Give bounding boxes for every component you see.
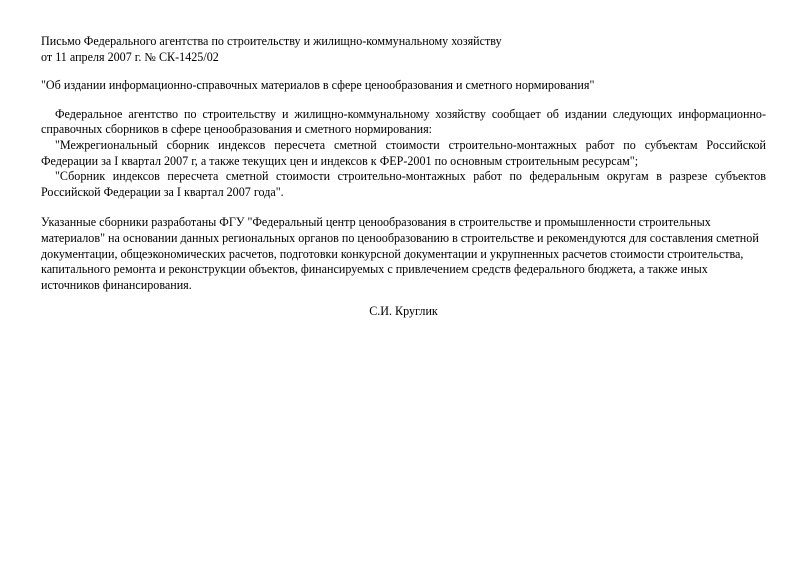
signature: С.И. Круглик [369, 304, 438, 319]
letter-title: Письмо Федерального агентства по строительству и жилищно-коммунальному хозяйству [41, 34, 502, 48]
letter-date-number: от 11 апреля 2007 г. № СК-1425/02 [41, 49, 219, 64]
announcement-paragraph: Федеральное агентство по строительству и жилищно-коммунальному хозяйству сообщает об издании следующих информационно-справочных сборников в сфере ценообразования и сметного нормирования: [41, 106, 766, 137]
letter-subject: "Об издании информационно-справочных материалов в сфере ценообразования и сметного нормирования" [41, 78, 595, 93]
collection-item-1: "Межрегиональный сборник индексов пересчета сметной стоимости строительно-монтажных работ по субъектам Российской Федерации за I квартал 2007 г, а также текущих цен и индексов к ФЕР-2001 по основным строительным ресурсам"; [41, 137, 766, 168]
description-block [41, 215, 766, 293]
document-page [41, 34, 766, 320]
announcement-block [41, 107, 766, 201]
collection-item-2: "Сборник индексов пересчета сметной стоимости строительно-монтажных работ по федеральным округам в разрезе субъектов Российской Федерации за I квартал 2007 года". [41, 169, 766, 199]
description-paragraph: Указанные сборники разработаны ФГУ "Федеральный центр ценообразования в строительстве и промышленности строительных материалов" на основании данных региональных органов по ценообразованию в строительстве и рекомендуются для составления сметной документации, общеэкономических расчетов, подготовки конкурсной документации и укрупненных расчетов стоимости строительства, капитального ремонта и реконструкции объектов, финансируемых с привлечением средств федерального бюджета, а также иных источников финансирования. [41, 215, 759, 292]
